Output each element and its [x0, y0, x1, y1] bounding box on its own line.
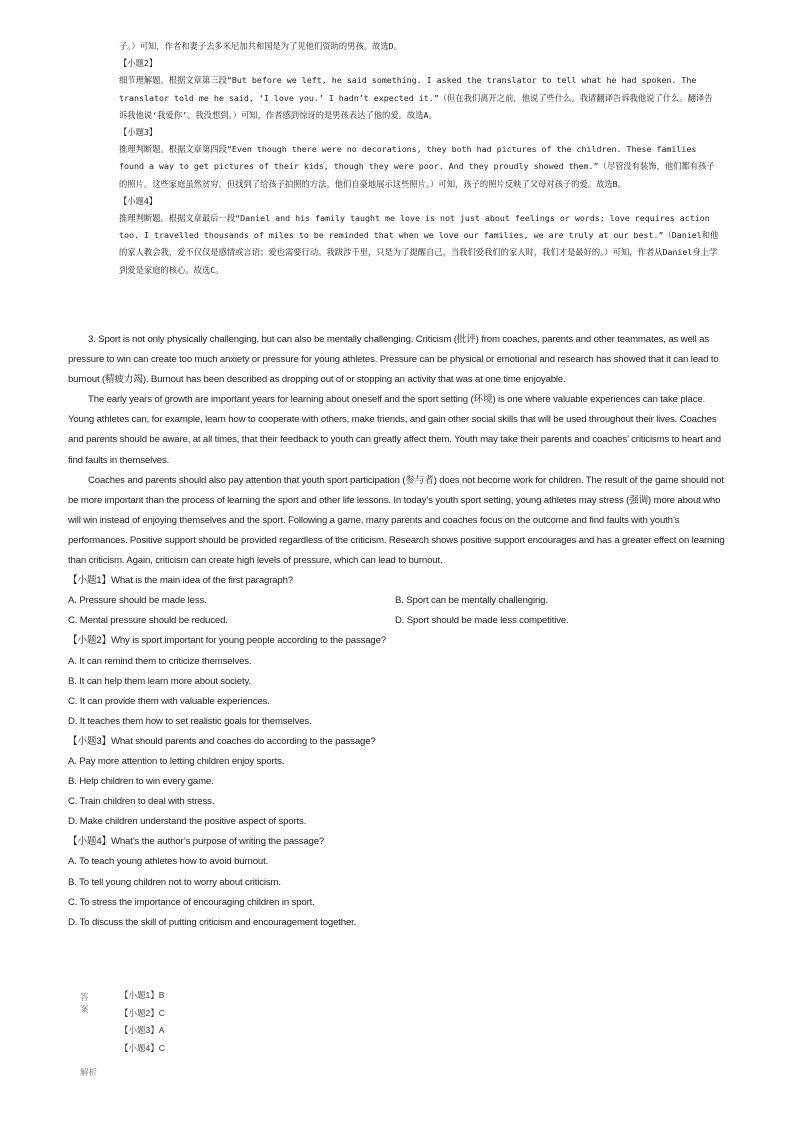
option-a: A. Pay more attention to letting children enjoy sports.: [68, 755, 285, 767]
option-a: A. Pressure should be made less.: [68, 595, 207, 607]
answer-list: [120, 987, 320, 1057]
option-d: D. To discuss the skill of putting criticism and encouragement together.: [68, 916, 357, 928]
explanation-line: 子。）可知，作者和妻子去多米尼加共和国是为了见他们资助的男孩。故选D。: [119, 41, 402, 51]
question-4-stem: 【小题4】What’s the author’s purpose of writing the passage?: [68, 836, 325, 848]
explanation-line: 细节理解题。根据文章第三段“But before we left, he said something. I asked the translator to tell what he had spoken. The translator told me he said, ‘I love you.’ I hadn’t expected it.”（但在我们离开之前，他说了些什么。我请翻译告诉我他说了什么。翻译告诉我他说‘我爱你’。我没想到。）可知，作者感到惊讶的是男孩表达了他的爱。故选A。: [119, 75, 713, 120]
question-1-stem: 【小题1】What is the main idea of the first paragraph?: [68, 575, 293, 587]
passage-paragraph-2: The early years of growth are important years for learning about oneself and the sport setting (环境) is one where valuable experiences can take place. Young athletes can, for example, learn how to cooperate with others, make friends, and gain other social skills that will be used throughout their lives. Coaches and parents should be aware, at all times, that their feedback to youth can greatly affect them. Youth may take their parents and coaches’ criticisms to heart and find faults in themselves.: [68, 394, 721, 466]
answer-item: 【小题3】A: [120, 1025, 165, 1035]
answer-label: 答案: [80, 992, 89, 1014]
passage-paragraph-1: 3. Sport is not only physically challenging, but can also be mentally challenging. Criticism (批评) from coaches, parents and other teammates, as well as pressure to win can create too much anxiety or pressure for young athletes. Pressure can be physical or emotional and research has showed that it can lead to burnout (精疲力竭). Burnout has been described as dropping out of or stopping an activity that was at one time enjoyable.: [68, 334, 719, 386]
option-b: B. Help children to win every game.: [68, 776, 214, 788]
answer-item: 【小题2】C: [120, 1007, 165, 1018]
option-b: B. Sport can be mentally challenging.: [395, 595, 548, 607]
explanation-line: 【小题4】: [119, 195, 158, 206]
option-c: C. Mental pressure should be reduced.: [68, 615, 228, 627]
answer-item: 【小题1】B: [120, 990, 165, 1000]
option-d: D. Sport should be made less competitive.: [395, 615, 569, 627]
passage-paragraph-3: Coaches and parents should also pay attention that youth sport participation (参与者) does not become work for children. The result of the game should not be more important than the process of learning the sport and other life lessons. In today’s youth sport setting, young athletes may stress (强调) more about who will win instead of enjoying themselves and the sport. Following a game, many parents and coaches focus on the outcome and find faults with youth’s performances. Positive support should be provided regardless of the criticism. Research shows positive support encourages and has a greater effect on learning than criticism. Again, criticism can create high levels of pressure, which can lead to burnout.: [68, 474, 725, 567]
option-a: A. To teach young athletes how to avoid burnout.: [68, 856, 269, 868]
option-c: C. It can provide them with valuable experiences.: [68, 695, 270, 707]
explanation-line: 【小题3】: [119, 127, 158, 138]
option-c: C. To stress the importance of encouraging children in sport.: [68, 896, 315, 908]
previous-explanation: [119, 38, 719, 279]
question-1-options-row-2: [68, 611, 728, 631]
answer-item: 【小题4】C: [120, 1042, 165, 1053]
option-d: D. It teaches them how to set realistic goals for themselves.: [68, 715, 312, 727]
option-b: B. It can help them learn more about society.: [68, 675, 251, 687]
question-3-block: [68, 330, 728, 933]
option-a: A. It can remind them to criticize themselves.: [68, 655, 252, 667]
analysis-label: 解析: [80, 1067, 98, 1077]
explanation-line: 推理判断题。根据文章第四段“Even though there were no decorations, they both had pictures of the children. These families found a way to get pictures of their kids, though they were poor. And they proudly showed them.”（尽管没有装饰，他们都有孩子的照片。这些家庭虽然贫穷，但找到了给孩子拍照的方法。他们自豪地展示这些照片。）可知，孩子的照片反映了父母对孩子的爱。故选B。: [119, 144, 715, 189]
question-3-stem: 【小题3】What should parents and coaches do according to the passage?: [68, 735, 376, 747]
explanation-line: 推理判断题。根据文章最后一段“Daniel and his family taught me love is not just about feelings or words; love requires action too. I travelled thousands of miles to be reminded that when we love our families, we are truly at our best.”（Daniel和他的家人教会我，爱不仅仅是感情或言语；爱也需要行动。我跋涉千里，只是为了提醒自己，当我们爱我们的家人时，我们才是最好的。）可知，作者从Daniel身上学到爱是家庭的核心。故选C。: [119, 213, 719, 275]
explanation-line: 【小题2】: [119, 58, 158, 69]
question-1-options-row-1: [68, 591, 728, 611]
option-c: C. Train children to deal with stress.: [68, 796, 215, 808]
question-2-stem: 【小题2】Why is sport important for young people according to the passage?: [68, 635, 386, 647]
option-d: D. Make children understand the positive aspect of sports.: [68, 816, 307, 828]
option-b: B. To tell young children not to worry about criticism.: [68, 876, 281, 888]
